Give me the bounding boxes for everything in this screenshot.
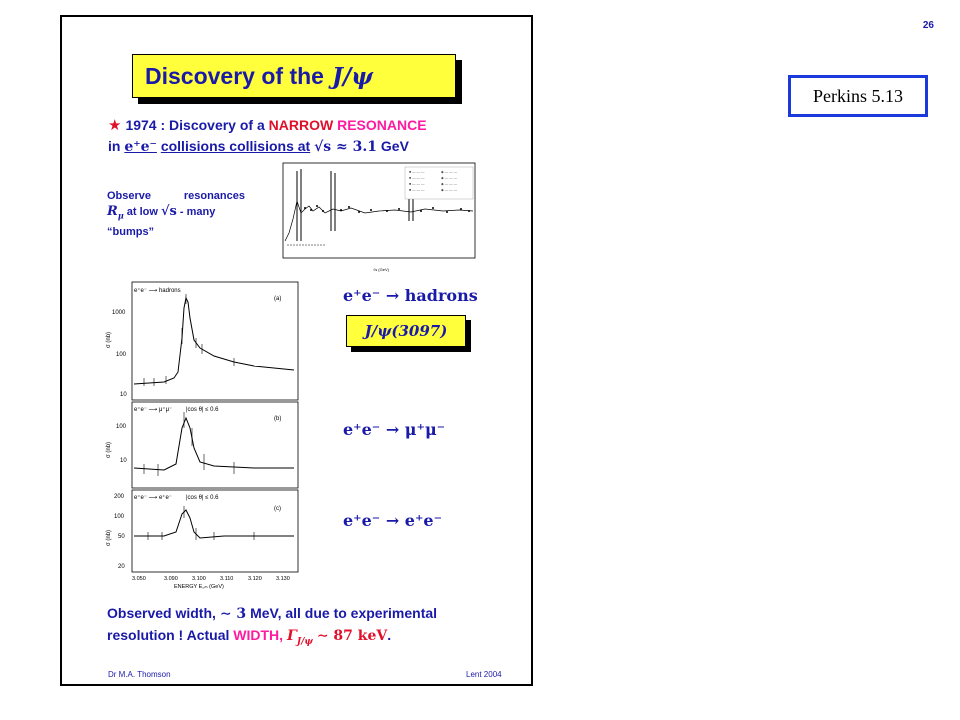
observed-width-text: Observed width, xyxy=(107,605,216,621)
end-dot: . xyxy=(387,627,392,643)
resonance-cross-section-plots xyxy=(104,278,302,590)
gamma-value: ∼ 87 keV xyxy=(316,628,388,644)
plot-c-ylabel: σ (nb) xyxy=(106,529,112,546)
svg-text:◆ — — —: ◆ — — — xyxy=(441,188,458,192)
discovery-line xyxy=(108,116,427,134)
svg-text:■ — — —: ■ — — — xyxy=(409,176,425,180)
plot-b-panel: (b) xyxy=(274,416,282,422)
plot-c-tick-20: 20 xyxy=(118,564,125,570)
ee-symbol: e⁺e⁻ xyxy=(124,139,157,155)
x-tick-3130: 3.130 xyxy=(276,576,290,582)
plot-c-label: e⁺e⁻ ⟶ e⁺e⁻ xyxy=(134,495,172,501)
svg-text:◆ — — —: ◆ — — — xyxy=(441,176,458,180)
gamma-symbol: $\Gamma_{J/\psi}$ xyxy=(286,628,313,647)
plot-a-label: e⁺e⁻ ⟶ hadrons xyxy=(134,288,181,294)
plot-c-cut: |cos θ| ≤ 0.6 xyxy=(186,495,219,501)
plot-b-tick-100: 100 xyxy=(116,424,127,430)
collisions-text: collisions collisions at xyxy=(160,138,311,154)
approx-3: ∼ 3 xyxy=(219,606,247,622)
reaction-mumu: e⁺e⁻ → μ⁺μ⁻ xyxy=(343,420,446,439)
resonances-word: resonances xyxy=(183,190,245,202)
plot-b-label: e⁺e⁻ ⟶ μ⁺μ⁻ xyxy=(134,407,173,413)
x-tick-3110: 3.110 xyxy=(220,576,234,582)
observe-text xyxy=(107,188,257,240)
svg-text:◆ — — —: ◆ — — — xyxy=(441,182,458,186)
x-tick-3050: 3.050 xyxy=(132,576,146,582)
reaction-ee: e⁺e⁻ → e⁺e⁻ xyxy=(343,511,443,530)
title-text: Discovery of the xyxy=(145,62,324,89)
width-statement xyxy=(107,603,517,653)
svg-text:■ — — —: ■ — — — xyxy=(409,182,425,186)
many-text: - many xyxy=(179,206,216,218)
reaction-hadrons: e⁺e⁻ → hadrons xyxy=(343,286,478,305)
svg-text:√s (GeV): √s (GeV) xyxy=(373,267,389,272)
bumps-text: “bumps” xyxy=(107,225,155,238)
svg-text:■ — — —: ■ — — — xyxy=(409,170,425,174)
plot-a-tick-10: 10 xyxy=(120,392,127,398)
resonance-word: RESONANCE xyxy=(337,117,427,133)
resolution-text: resolution ! Actual xyxy=(107,627,230,643)
title-math: J/ψ xyxy=(331,62,373,90)
x-tick-3090: 3.090 xyxy=(164,576,178,582)
discovery-year: 1974 : Discovery of a xyxy=(125,117,265,133)
star-icon: ★ xyxy=(108,117,122,134)
plot-a-tick-100: 100 xyxy=(116,352,127,358)
sqrt-s-value: √s ≈ 3.1 xyxy=(314,139,378,155)
perkins-reference-box: Perkins 5.13 xyxy=(788,75,928,117)
plot-c-tick-100: 100 xyxy=(114,514,125,520)
slide-title xyxy=(132,54,456,98)
plot-c-tick-200: 200 xyxy=(114,494,125,500)
plot-b-ylabel: σ (nb) xyxy=(106,441,112,458)
collisions-line xyxy=(108,138,409,155)
mev-text: MeV, all due to experimental xyxy=(250,605,438,621)
plot-b-tick-10: 10 xyxy=(120,458,127,464)
x-axis-label: ENERGY E꜀ₘ (GeV) xyxy=(174,584,224,590)
in-word: in xyxy=(108,138,121,154)
x-tick-3120: 3.120 xyxy=(248,576,262,582)
footer-term: Lent 2004 xyxy=(466,670,502,679)
observe-word: Observe xyxy=(107,190,152,202)
plot-a-panel: (a) xyxy=(274,296,282,302)
plot-c-tick-50: 50 xyxy=(118,534,125,540)
x-tick-3100: 3.100 xyxy=(192,576,206,582)
footer-author: Dr M.A. Thomson xyxy=(108,670,171,679)
r-mu-symbol: $R_\mu$ xyxy=(107,204,124,221)
plot-b-cut: |cos θ| ≤ 0.6 xyxy=(186,407,219,413)
page-number: 26 xyxy=(922,20,934,31)
jpsi-mass-box: J/ψ(3097) xyxy=(346,315,466,347)
r-mu-survey-plot xyxy=(275,161,480,276)
narrow-word: NARROW xyxy=(268,117,334,133)
svg-text:■ — — —: ■ — — — xyxy=(409,188,425,192)
at-low-text: at low xyxy=(126,206,158,218)
plot-a-tick-1000: 1000 xyxy=(112,310,126,316)
plot-a-ylabel: σ (nb) xyxy=(106,331,112,348)
svg-text:◆ — — —: ◆ — — — xyxy=(441,170,458,174)
width-word: WIDTH, xyxy=(233,627,284,643)
gev-unit: GeV xyxy=(380,138,409,154)
sqrt-s-symbol: √s xyxy=(160,204,177,219)
plot-c-panel: (c) xyxy=(274,506,281,512)
